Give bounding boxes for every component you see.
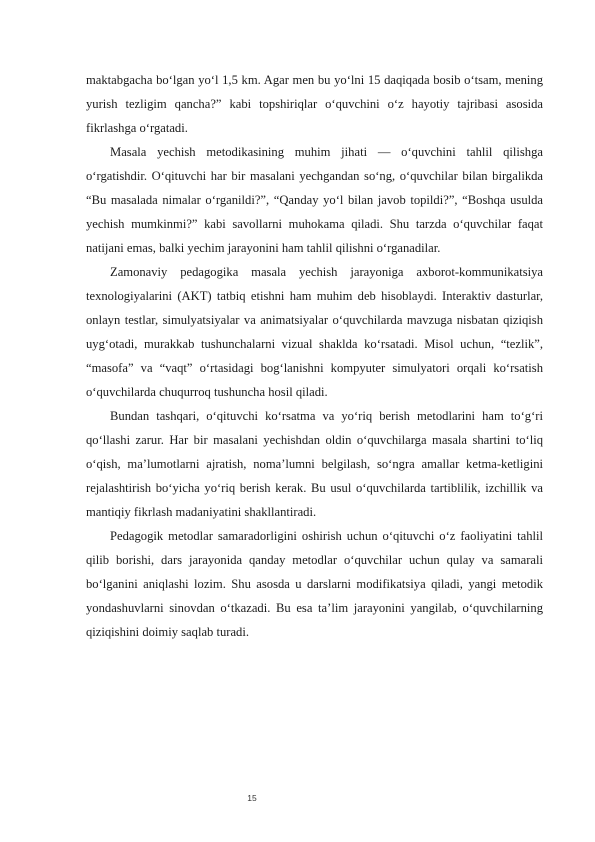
- paragraph-analysis-method: Masala yechish metodikasining muhim jihati — o‘quvchini tahlil qilishga o‘rgatishdir. O‘qituvchi har bir masalani yechgandan so‘ng, o‘quvchilar bilan birgalikda “Bu masalada nimalar o‘rganildi?”, “Qanday yo‘l bilan javob topildi?”, “Boshqa usulda yechish mumkinmi?” kabi savollarni muhokama qiladi. Shu tarzda o‘quvchilar faqat natijani emas, balki yechim jarayonini ham tahlil qilishni o‘rganadilar.: [86, 145, 543, 255]
- document-body: [86, 68, 543, 644]
- paragraph-method-efficiency: Pedagogik metodlar samaradorligini oshirish uchun o‘qituvchi o‘z faoliyatini tahlil qilib borishi, dars jarayonida qanday metodlar o‘quvchilar uchun qulay va samarali bo‘lganini aniqlashi lozim. Shu asosda u darslarni modifikatsiya qiladi, yangi metodik yondashuvlarni sinovdan o‘tkazadi. Bu esa ta’lim jarayonini yangilab, o‘quvchilarning qiziqishini doimiy saqlab turadi.: [86, 529, 543, 639]
- paragraph-ict-integration: Zamonaviy pedagogika masala yechish jarayoniga axborot-kommunikatsiya texnologiyalarini (AKT) tatbiq etishni ham muhim deb hisoblaydi. Interaktiv dasturlar, onlayn testlar, simulyatsiyalar va animatsiyalar o‘quvchilarda mavzuga nisbatan qiziqish uyg‘otadi, murakkab tushunchalarni vizual shaklda ko‘rsatadi. Misol uchun, “tezlik”, “masofa” va “vaqt” o‘rtasidagi bog‘lanishni kompyuter simulyatori orqali ko‘rsatish o‘quvchilarda chuqurroq tushuncha hosil qiladi.: [86, 265, 543, 399]
- paragraph-continuation: maktabgacha bo‘lgan yo‘l 1,5 km. Agar men bu yo‘lni 15 daqiqada bosib o‘tsam, mening yurish tezligim qancha?” kabi topshiriqlar o‘quvchini o‘z hayotiy tajribasi asosida fikrlashga o‘rgatadi.: [86, 73, 543, 135]
- page-number: 15: [247, 793, 257, 803]
- paragraph-instruction-methods: Bundan tashqari, o‘qituvchi ko‘rsatma va yo‘riq berish metodlarini ham to‘g‘ri qo‘llashi zarur. Har bir masalani yechishdan oldin o‘quvchilarga masala shartini to‘liq o‘qish, ma’lumotlarni ajratish, noma’lumni belgilash, so‘ngra amallar ketma-ketligini rejalashtirish bo‘yicha yo‘riq berish kerak. Bu usul o‘quvchilarda tartiblilik, izchillik va mantiqiy fikrlash madaniyatini shakllantiradi.: [86, 409, 543, 519]
